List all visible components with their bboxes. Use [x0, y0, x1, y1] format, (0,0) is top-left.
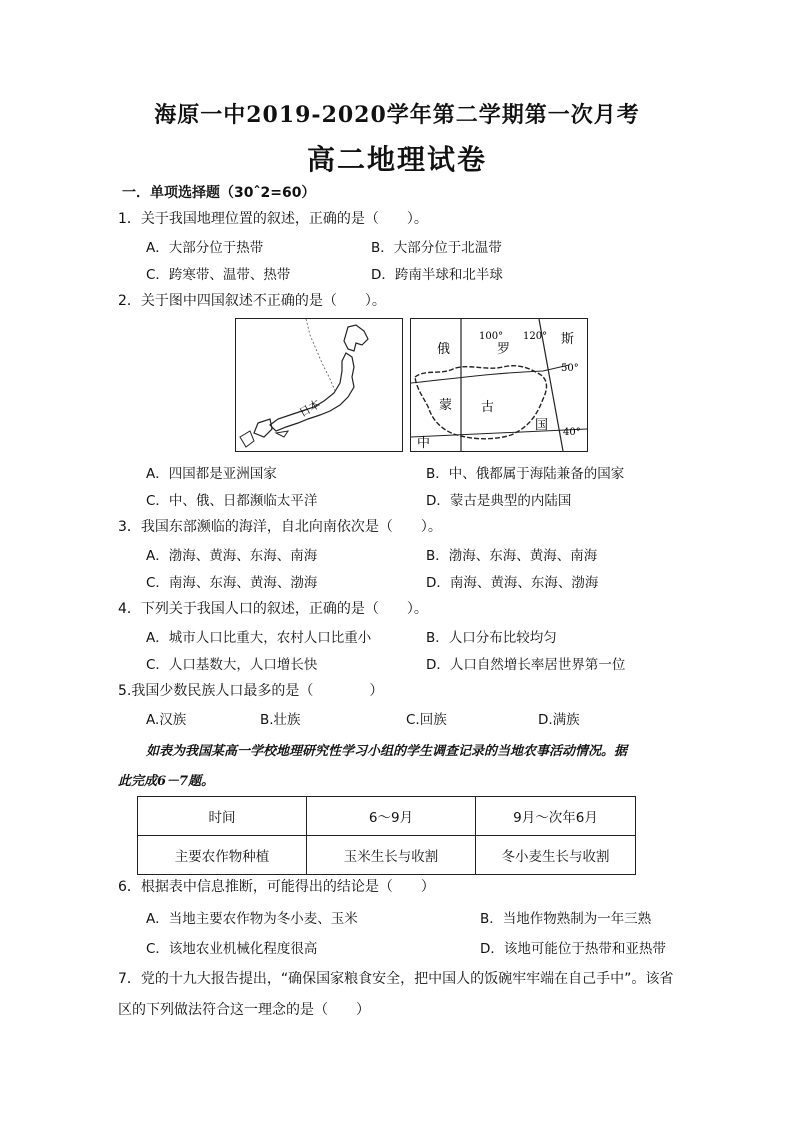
question-6-option-d: D．该地可能位于热带和亚热带 [480, 941, 666, 957]
question-4-option-b: B．人口分布比较均匀 [426, 630, 557, 646]
question-3-option-a: A．渤海、黄海、东海、南海 [146, 548, 318, 564]
question-3-option-c: C．南海、东海、黄海、渤海 [146, 575, 318, 591]
question-6-option-a: A．当地主要农作物为冬小麦、玉米 [146, 911, 358, 927]
lon-100-label: 100° [479, 331, 504, 342]
exam-subtitle: 高二地理试卷 [306, 143, 487, 176]
question-3-stem: 3．我国东部濒临的海洋，自北向南依次是（ ）。 [118, 519, 442, 535]
question-6-7-intro-line-1: 如表为我国某高一学校地理研究性学习小组的学生调查记录的当地农事活动情况。据 [146, 744, 628, 759]
china-label: 中 [417, 436, 431, 451]
question-7-stem-line-2: 区的下列做法符合这一理念的是（ ） [118, 1002, 370, 1018]
lon-120-label: 120° [523, 331, 548, 342]
table-cell: 6～9月 [307, 797, 476, 836]
table-row [138, 836, 636, 875]
japan-map-drawing [236, 319, 402, 451]
question-5-stem: 5.我国少数民族人口最多的是（ ） [118, 683, 384, 699]
question-2-option-a: A．四国都是亚洲国家 [146, 466, 277, 482]
russia-label-3: 斯 [561, 332, 575, 347]
section-heading: 一．单项选择题（30ˆ2=60） [122, 185, 316, 201]
question-2-stem: 2．关于图中四国叙述不正确的是（ ）。 [118, 293, 386, 309]
question-6-stem: 6．根据表中信息推断，可能得出的结论是（ ） [118, 879, 435, 895]
mongolia-label-3: 国 [535, 418, 549, 433]
question-1-option-a: A．大部分位于热带 [146, 240, 264, 256]
question-1-option-c: C．跨寒带、温带、热带 [146, 267, 291, 283]
question-1-stem: 1．关于我国地理位置的叙述，正确的是（ ）。 [118, 211, 428, 227]
question-3-option-b: B．渤海、东海、黄海、南海 [426, 548, 598, 564]
japan-label: 日本 [297, 397, 323, 420]
question-4-stem: 4．下列关于我国人口的叙述，正确的是（ ）。 [118, 601, 428, 617]
russia-label-2: 罗 [497, 342, 511, 357]
table-cell: 冬小麦生长与收割 [476, 836, 636, 875]
table-cell: 9月～次年6月 [476, 797, 636, 836]
question-2-option-c: C．中、俄、日都濒临太平洋 [146, 493, 318, 509]
question-1-option-d: D．跨南半球和北半球 [371, 267, 503, 283]
farm-activity-table [137, 796, 636, 875]
question-5-option-c: C.回族 [406, 712, 447, 728]
question-4-option-d: D．人口自然增长率居世界第一位 [426, 657, 626, 673]
mongolia-map-drawing [411, 319, 587, 451]
question-2-option-d: D．蒙古是典型的内陆国 [426, 493, 572, 509]
question-6-option-b: B．当地作物熟制为一年三熟 [480, 911, 652, 927]
question-5-option-a: A.汉族 [146, 712, 187, 728]
exam-title: 海原一中2019-2020学年第二学期第一次月考 [154, 102, 640, 128]
question-5-option-b: B.壮族 [260, 712, 301, 728]
mongolia-map [410, 318, 588, 452]
question-5-option-d: D.满族 [538, 712, 580, 728]
lat-50-label: 50° [561, 363, 579, 374]
mongolia-label-1: 蒙 [439, 398, 453, 413]
table-cell: 主要农作物种植 [138, 836, 307, 875]
table-cell: 时间 [138, 797, 307, 836]
russia-label-1: 俄 [437, 342, 451, 357]
question-4-option-c: C．人口基数大，人口增长快 [146, 657, 318, 673]
japan-map [235, 318, 403, 452]
question-1-option-b: B．大部分位于北温带 [371, 240, 502, 256]
question-4-option-a: A．城市人口比重大，农村人口比重小 [146, 630, 372, 646]
question-6-7-intro-line-2: 此完成6－7题。 [118, 774, 215, 789]
table-cell: 玉米生长与收割 [307, 836, 476, 875]
question-6-option-c: C．该地农业机械化程度很高 [146, 941, 318, 957]
question-3-option-d: D．南海、黄海、东海、渤海 [426, 575, 599, 591]
question-2-option-b: B．中、俄都属于海陆兼备的国家 [426, 466, 625, 482]
table-row [138, 797, 636, 836]
lat-40-label: 40° [563, 427, 581, 438]
mongolia-label-2: 古 [481, 400, 495, 415]
question-7-stem-line-1: 7．党的十九大报告提出，“确保国家粮食安全，把中国人的饭碗牢牢端在自己手中”。该省 [118, 971, 674, 987]
